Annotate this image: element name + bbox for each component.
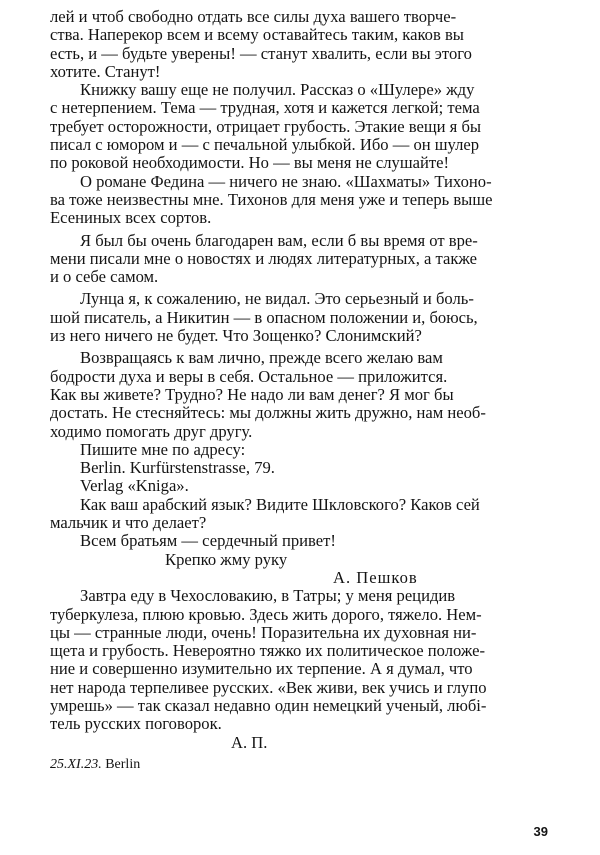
text-line: тель русских поговорок. xyxy=(50,714,222,734)
text-line: нет народа терпеливее русских. «Век живи, век учись и глупо xyxy=(50,677,487,697)
text-line: ства. Наперекор всем и всему оставайтесь таким, каков вы xyxy=(50,25,464,45)
text-line: шой писатель, а Никитин — в опасном положении и, боюсь, xyxy=(50,307,478,327)
paragraph-start-line: Лунца я, к сожалению, не видал. Это серьезный и боль- xyxy=(80,289,474,309)
text-line: хотите. Станут! xyxy=(50,61,161,81)
closing-line: Крепко жму руку xyxy=(165,549,288,569)
address-line: Verlag «Kniga». xyxy=(80,476,189,496)
text-line: бодрости духа и веры в себя. Остальное — приложится. xyxy=(50,366,448,386)
paragraph-start-line: Книжку вашу еще не получил. Рассказ о «Шулере» жду xyxy=(80,80,475,100)
text-line: мальчик и что делает? xyxy=(50,513,207,533)
text-line: лей и чтоб свободно отдать все силы духа вашего творче- xyxy=(50,7,457,26)
paragraph-start-line: Возвращаясь к вам лично, прежде всего желаю вам xyxy=(80,348,443,368)
text-line: Как вы живете? Трудно? Не надо ли вам денег? Я мог бы xyxy=(50,384,454,404)
paragraph-start-line: Как ваш арабский язык? Видите Шкловского? Каков сей xyxy=(80,494,480,514)
text-line: достать. Не стесняйтесь: мы должны жить дружно, нам необ- xyxy=(50,403,486,423)
text-line: умрешь» — так сказал недавно один немецкий ученый, любі- xyxy=(50,695,487,715)
signature-line: А. Пешков xyxy=(333,567,418,587)
paragraph-start-line: О романе Федина — ничего не знаю. «Шахматы» Тихоно- xyxy=(80,171,492,191)
text-line: из него ничего не будет. Что Зощенко? Слонимский? xyxy=(50,326,422,346)
date-place: Berlin xyxy=(105,757,141,772)
date-day: 25.XI.23. xyxy=(50,757,102,772)
text-line: и о себе самом. xyxy=(50,267,159,287)
text-line: есть, и — будьте уверены! — станут хвалить, если вы этого xyxy=(50,43,472,63)
text-line: туберкулеза, плюю кровью. Здесь жить дорого, тяжело. Нем- xyxy=(50,604,482,624)
greeting-line: Всем братьям — сердечный привет! xyxy=(80,531,336,551)
letter-body xyxy=(50,8,550,752)
text-line: мени писали мне о новостях и людях литературных, а также xyxy=(50,248,477,268)
page-number: 39 xyxy=(533,824,548,839)
text-line: ва тоже неизвестны мне. Тихонов для меня уже и теперь выше xyxy=(50,189,493,209)
text-line: щета и грубость. Невероятно тяжко их политическое положе- xyxy=(50,641,486,661)
postscript-start-line: Завтра еду в Чехословакию, в Татры; у меня рецидив xyxy=(80,586,456,606)
letter-date xyxy=(50,757,140,773)
text-line: цы — странные люди, очень! Поразительна их духовная ни- xyxy=(50,622,477,642)
postscript-signature: А. П. xyxy=(231,732,268,752)
text-line: с нетерпением. Тема — трудная, хотя и кажется легкой; тема xyxy=(50,98,480,118)
text-line: писал с юмором и — с печальной улыбкой. Ибо — он шулер xyxy=(50,135,480,155)
text-line: ние и совершенно изумительно их терпение. А я думал, что xyxy=(50,659,473,679)
text-line: по роковой необходимости. Но — вы меня не слушайте! xyxy=(50,153,449,173)
paragraph-start-line: Я был бы очень благодарен вам, если б вы время от вре- xyxy=(80,230,478,250)
text-line: требует осторожности, отрицает грубость. Этакие вещи я бы xyxy=(50,116,482,136)
text-line: Есениных всех сортов. xyxy=(50,208,212,228)
address-intro-line: Пишите мне по адресу: xyxy=(80,439,246,459)
text-line: ходимо помогать друг другу. xyxy=(50,421,253,441)
address-line: Berlin. Kurfürstenstrasse, 79. xyxy=(80,458,275,478)
